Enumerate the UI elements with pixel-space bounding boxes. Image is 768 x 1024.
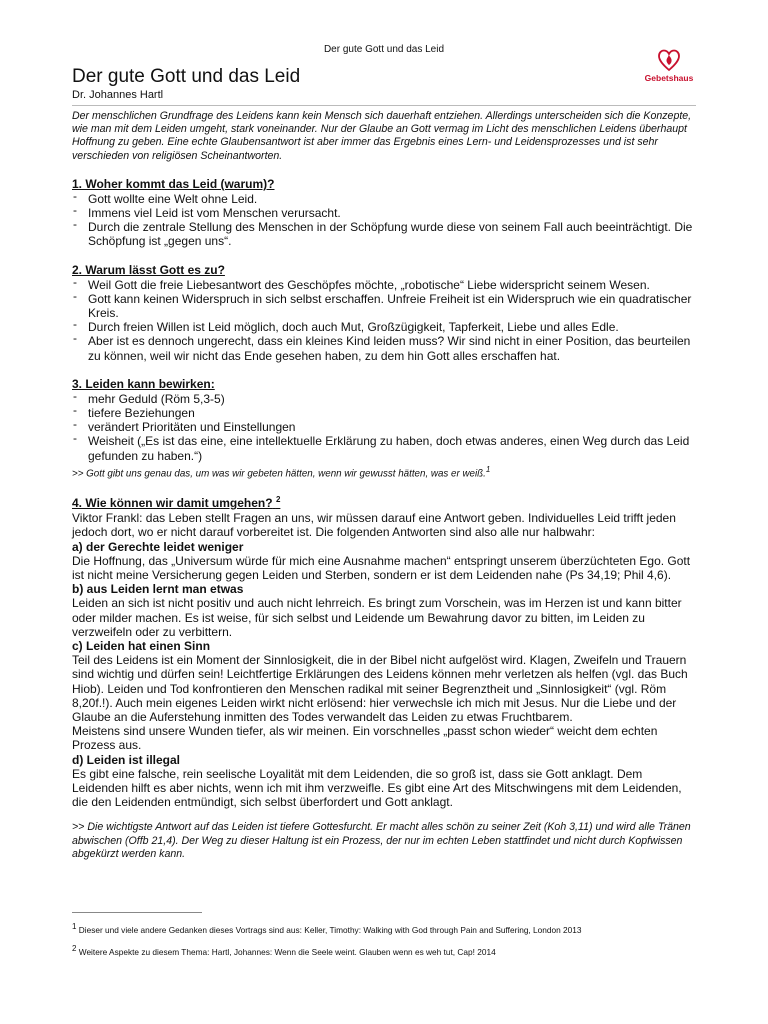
subsection-text: Es gibt eine falsche, rein seelische Loyalität mit dem Leidenden, die so groß ist, dass sie Gott anklagt. Dem Leidenden hilft es aber nichts, wenn ich mit ihm verzweifle. Es gibt eine Art des Mitschwingens mit dem Leidenden, die den Leidenden entmündigt, sich selbst überfordert und Gott anklagt.: [72, 766, 682, 810]
footnote-ref: 1: [485, 464, 491, 474]
logo-text: Gebetshaus: [644, 73, 694, 83]
section-note: [72, 464, 696, 480]
list-item: - Durch freien Willen ist Leid möglich, doch auch Mut, Großzügigkeit, Tapferkeit, Liebe und alles Edle.: [72, 320, 696, 334]
section-heading: 3. Leiden kann bewirken:: [72, 376, 215, 391]
list-item: - Gott wollte eine Welt ohne Leid.: [72, 192, 696, 206]
section-heading: 2. Warum lässt Gott es zu?: [72, 262, 225, 277]
document-title: Der gute Gott und das Leid: [72, 66, 301, 87]
subsection-heading: a) der Gerechte leidet weniger: [72, 539, 244, 554]
footnote-text: Weitere Aspekte zu diesem Thema: Hartl, Johannes: Wenn die Seele weint. Glauben wenn es weh tut, Cap! 2014: [76, 946, 496, 957]
subsection-text: Leiden an sich ist nicht positiv und auch nicht lehrreich. Es bringt zum Vorschein, was im Herzen ist und kann bitter oder milder machen. Es ist weise, für sich selbst und Leidende um Bewahrung davor zu bitten, im Leiden zu verzweifeln oder zu verbittern.: [72, 596, 682, 639]
list-item: - Aber ist es dennoch ungerecht, dass ein kleines Kind leiden muss? Wir sind nicht in einer Position, das beurteilen zu können, weil wir nicht das Ende gesehen haben, zu dem hin Gott alles erschaffen hat.: [72, 334, 696, 362]
closing-note: >> Die wichtigste Antwort auf das Leiden ist tiefere Gottesfurcht. Er macht alles schön zu seiner Zeit (Koh 3,11) und wird alle Tränen abwischen (Offb 21,4). Der Weg zu dieser Haltung ist ein Prozess, der nur im echten Leben stattfindet und nicht durch Kopfwissen abgekürzt werden kann.: [72, 821, 691, 861]
list-item: - Weil Gott die freie Liebesantwort des Geschöpfes möchte, „robotische“ Liebe widerspricht seinem Wesen.: [72, 278, 696, 292]
footnote-number: 1: [72, 922, 77, 931]
section-heading: 1. Woher kommt das Leid (warum)?: [72, 176, 275, 191]
note-text: >> Gott gibt uns genau das, um was wir gebeten hätten, wenn wir gewusst hätten, was er weiß.: [72, 468, 486, 480]
gebetshaus-logo: [640, 48, 698, 83]
section-heading: [72, 493, 696, 510]
subsection-text: Meistens sind unsere Wunden tiefer, als wir meinen. Ein vorschnelles „passt schon wieder“ weicht dem echten Prozess aus.: [72, 724, 658, 753]
footnote-ref: 2: [275, 495, 281, 505]
running-header: Der gute Gott und das Leid: [323, 44, 445, 55]
list-item: - tiefere Beziehungen: [72, 406, 696, 420]
title-divider: [72, 105, 696, 106]
footnote: [72, 922, 712, 935]
document-body: [72, 110, 696, 862]
footnote-divider: [72, 912, 202, 913]
footnote: [72, 944, 712, 957]
list-item: - Immens viel Leid ist vom Menschen verursacht.: [72, 206, 696, 220]
list-item: - Durch die zentrale Stellung des Menschen in der Schöpfung wurde diese von seinem Fall auch beeinträchtigt. Die Schöpfung ist „gegen uns“.: [72, 220, 696, 248]
subsection-text: Teil des Leidens ist ein Moment der Sinnlosigkeit, die in der Bibel nicht aufgelöst wird. Klagen, Zweifeln und Trauern sind wichtig und dürfen sein! Leichtfertige Erklärungen des Leidens können mehr verletzen als helfen (vgl. das Buch Hiob). Leiden und Tod konfrontieren den Menschen radikal mit seiner Begrenztheit und „Sinnlosigkeit“ (vgl. Röm 8,20f.!). Auch mein eigenes Leiden wirkt nicht erlösend: hier verwechsle ich mich mit Jesus. Nur die Liebe und der Glaube an die Auferstehung inmitten des Todes verwandelt das Leiden zu etwas Fruchtbarem.: [72, 653, 688, 724]
list-item: - Weisheit („Es ist das eine, eine intellektuelle Erklärung zu haben, doch etwas anderes, einen Weg durch das Leid gefunden zu haben.“): [72, 434, 696, 462]
subsection-heading: d) Leiden ist illegal: [72, 752, 181, 767]
footnote-number: 2: [72, 944, 77, 953]
list-item: - Gott kann keinen Widerspruch in sich selbst erschaffen. Unfreie Freiheit ist ein Widerspruch wie ein quadratischer Kreis.: [72, 292, 696, 320]
subsection-heading: b) aus Leiden lernt man etwas: [72, 582, 244, 597]
list-item: - verändert Prioritäten und Einstellungen: [72, 420, 696, 434]
subsection-heading: c) Leiden hat einen Sinn: [72, 638, 211, 653]
section-list: [72, 278, 696, 363]
subsection-text: Die Hoffnung, das „Universum würde für mich eine Ausnahme machen“ entspringt unserem überzüchteten Ego. Gott ist nicht meine Versicherung gegen Leiden und Sterben, sondern er ist dem Leidenden nahe (Ps 34,19; Phil 4,6).: [72, 553, 691, 582]
section-list: [72, 392, 696, 463]
document-author: Dr. Johannes Hartl: [72, 89, 164, 101]
list-item: - mehr Geduld (Röm 5,3-5): [72, 392, 696, 406]
section-heading-text: 4. Wie können wir damit umgehen?: [72, 496, 273, 511]
section-list: [72, 192, 696, 249]
heart-flame-icon: [658, 48, 680, 72]
section-intro: Viktor Frankl: das Leben stellt Fragen an uns, wir müssen darauf eine Antwort geben. Individuelles Leid trifft jeden jedoch dort, wo er nicht darauf vorbereitet ist. Die folgenden Antworten sind also alle nur halbwahr:: [72, 511, 676, 540]
footnote-text: Dieser und viele andere Gedanken dieses Vortrags sind aus: Keller, Timothy: Walking with God through Pain and Suffering, London 2013: [76, 924, 582, 935]
intro-paragraph: Der menschlichen Grundfrage des Leidens kann kein Mensch sich dauerhaft entziehen. Allerdings unterscheiden sich die Konzepte, wie man mit dem Leiden umgeht, stark voneinander. Nur der Glaube an Gott vermag im Licht des menschlichen Leidens überhaupt Hoffnung zu geben. Eine echte Glaubensantwort ist aber immer das Ergebnis eines Lern- und Leidensprozesses und ist sehr verschieden von religiösen Scheinantworten.: [72, 110, 692, 162]
